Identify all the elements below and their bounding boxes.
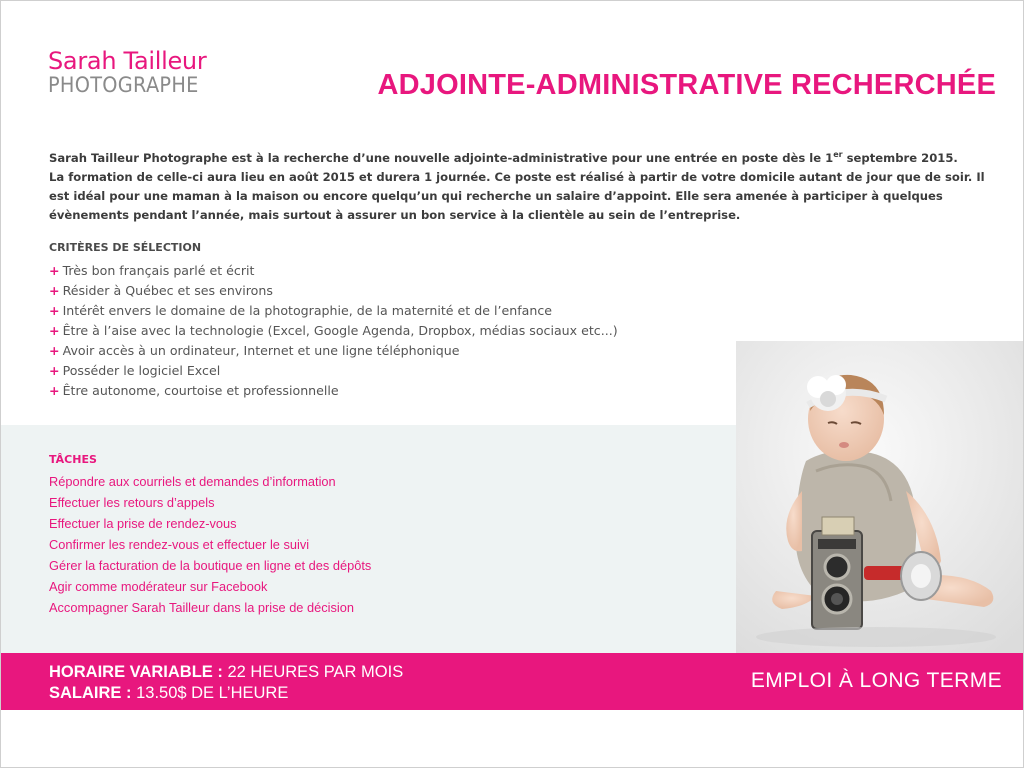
- tasks-list: [49, 471, 729, 618]
- task-item: Agir comme modérateur sur Facebook: [49, 579, 268, 594]
- plus-icon: +: [49, 383, 60, 398]
- plus-icon: +: [49, 363, 60, 378]
- footer-details: [49, 662, 403, 704]
- footer-banner: [1, 653, 1023, 710]
- intro-line-1: Sarah Tailleur Photographe est à la recherche d’une nouvelle adjointe-administrative pour une entrée en poste dès le 1er septembre 2015.: [49, 150, 958, 165]
- intro-paragraph: [49, 149, 989, 225]
- criteria-item: + Être à l’aise avec la technologie (Excel, Google Agenda, Dropbox, médias sociaux etc...): [49, 323, 618, 338]
- criteria-section: [49, 239, 729, 401]
- plus-icon: +: [49, 343, 60, 358]
- task-item: Gérer la facturation de la boutique en ligne et des dépôts: [49, 558, 372, 573]
- criteria-item: + Posséder le logiciel Excel: [49, 363, 221, 378]
- tasks-section: [49, 451, 729, 618]
- criteria-item: + Avoir accès à un ordinateur, Internet et une ligne téléphonique: [49, 343, 460, 358]
- toddler-camera-photo: [736, 341, 1023, 653]
- schedule-line: HORAIRE VARIABLE : 22 HEURES PAR MOIS: [49, 663, 404, 681]
- criteria-item: + Intérêt envers le domaine de la photographie, de la maternité et de l’enfance: [49, 303, 553, 318]
- task-item: Confirmer les rendez-vous et effectuer le suivi: [49, 537, 310, 552]
- criteria-item: + Très bon français parlé et écrit: [49, 263, 255, 278]
- plus-icon: +: [49, 263, 60, 278]
- plus-icon: +: [49, 303, 60, 318]
- logo: [48, 48, 212, 96]
- task-item: Répondre aux courriels et demandes d’information: [49, 474, 336, 489]
- intro-body: La formation de celle-ci aura lieu en août 2015 et durera 1 journée. Ce poste est réalisé à partir de votre domicile autant de jour que de soir. Il est idéal pour une maman à la maison ou encore quelqu’un qui recherche un salaire d’appoint. Elle sera amenée à participer à quelques évènements pendant l’année, mais surtout à assurer un bon service à la clientèle au sein de l’entreprise.: [49, 170, 985, 222]
- tasks-heading: TÂCHES: [49, 453, 97, 466]
- logo-name: Sarah Tailleur: [48, 47, 207, 75]
- page-title: ADJOINTE-ADMINISTRATIVE RECHERCHÉE: [377, 69, 996, 101]
- criteria-list: [49, 261, 729, 401]
- criteria-heading: CRITÈRES DE SÉLECTION: [49, 241, 202, 254]
- logo-subtitle: PHOTOGRAPHE: [48, 73, 199, 97]
- criteria-item: + Être autonome, courtoise et professionnelle: [49, 383, 339, 398]
- employment-term: EMPLOI À LONG TERME: [750, 669, 1002, 692]
- salary-line: SALAIRE : 13.50$ DE L’HEURE: [49, 684, 289, 702]
- task-item: Accompagner Sarah Tailleur dans la prise de décision: [49, 600, 354, 615]
- plus-icon: +: [49, 283, 60, 298]
- plus-icon: +: [49, 323, 60, 338]
- criteria-item: + Résider à Québec et ses environs: [49, 283, 273, 298]
- task-item: Effectuer la prise de rendez-vous: [49, 516, 237, 531]
- task-item: Effectuer les retours d’appels: [49, 495, 215, 510]
